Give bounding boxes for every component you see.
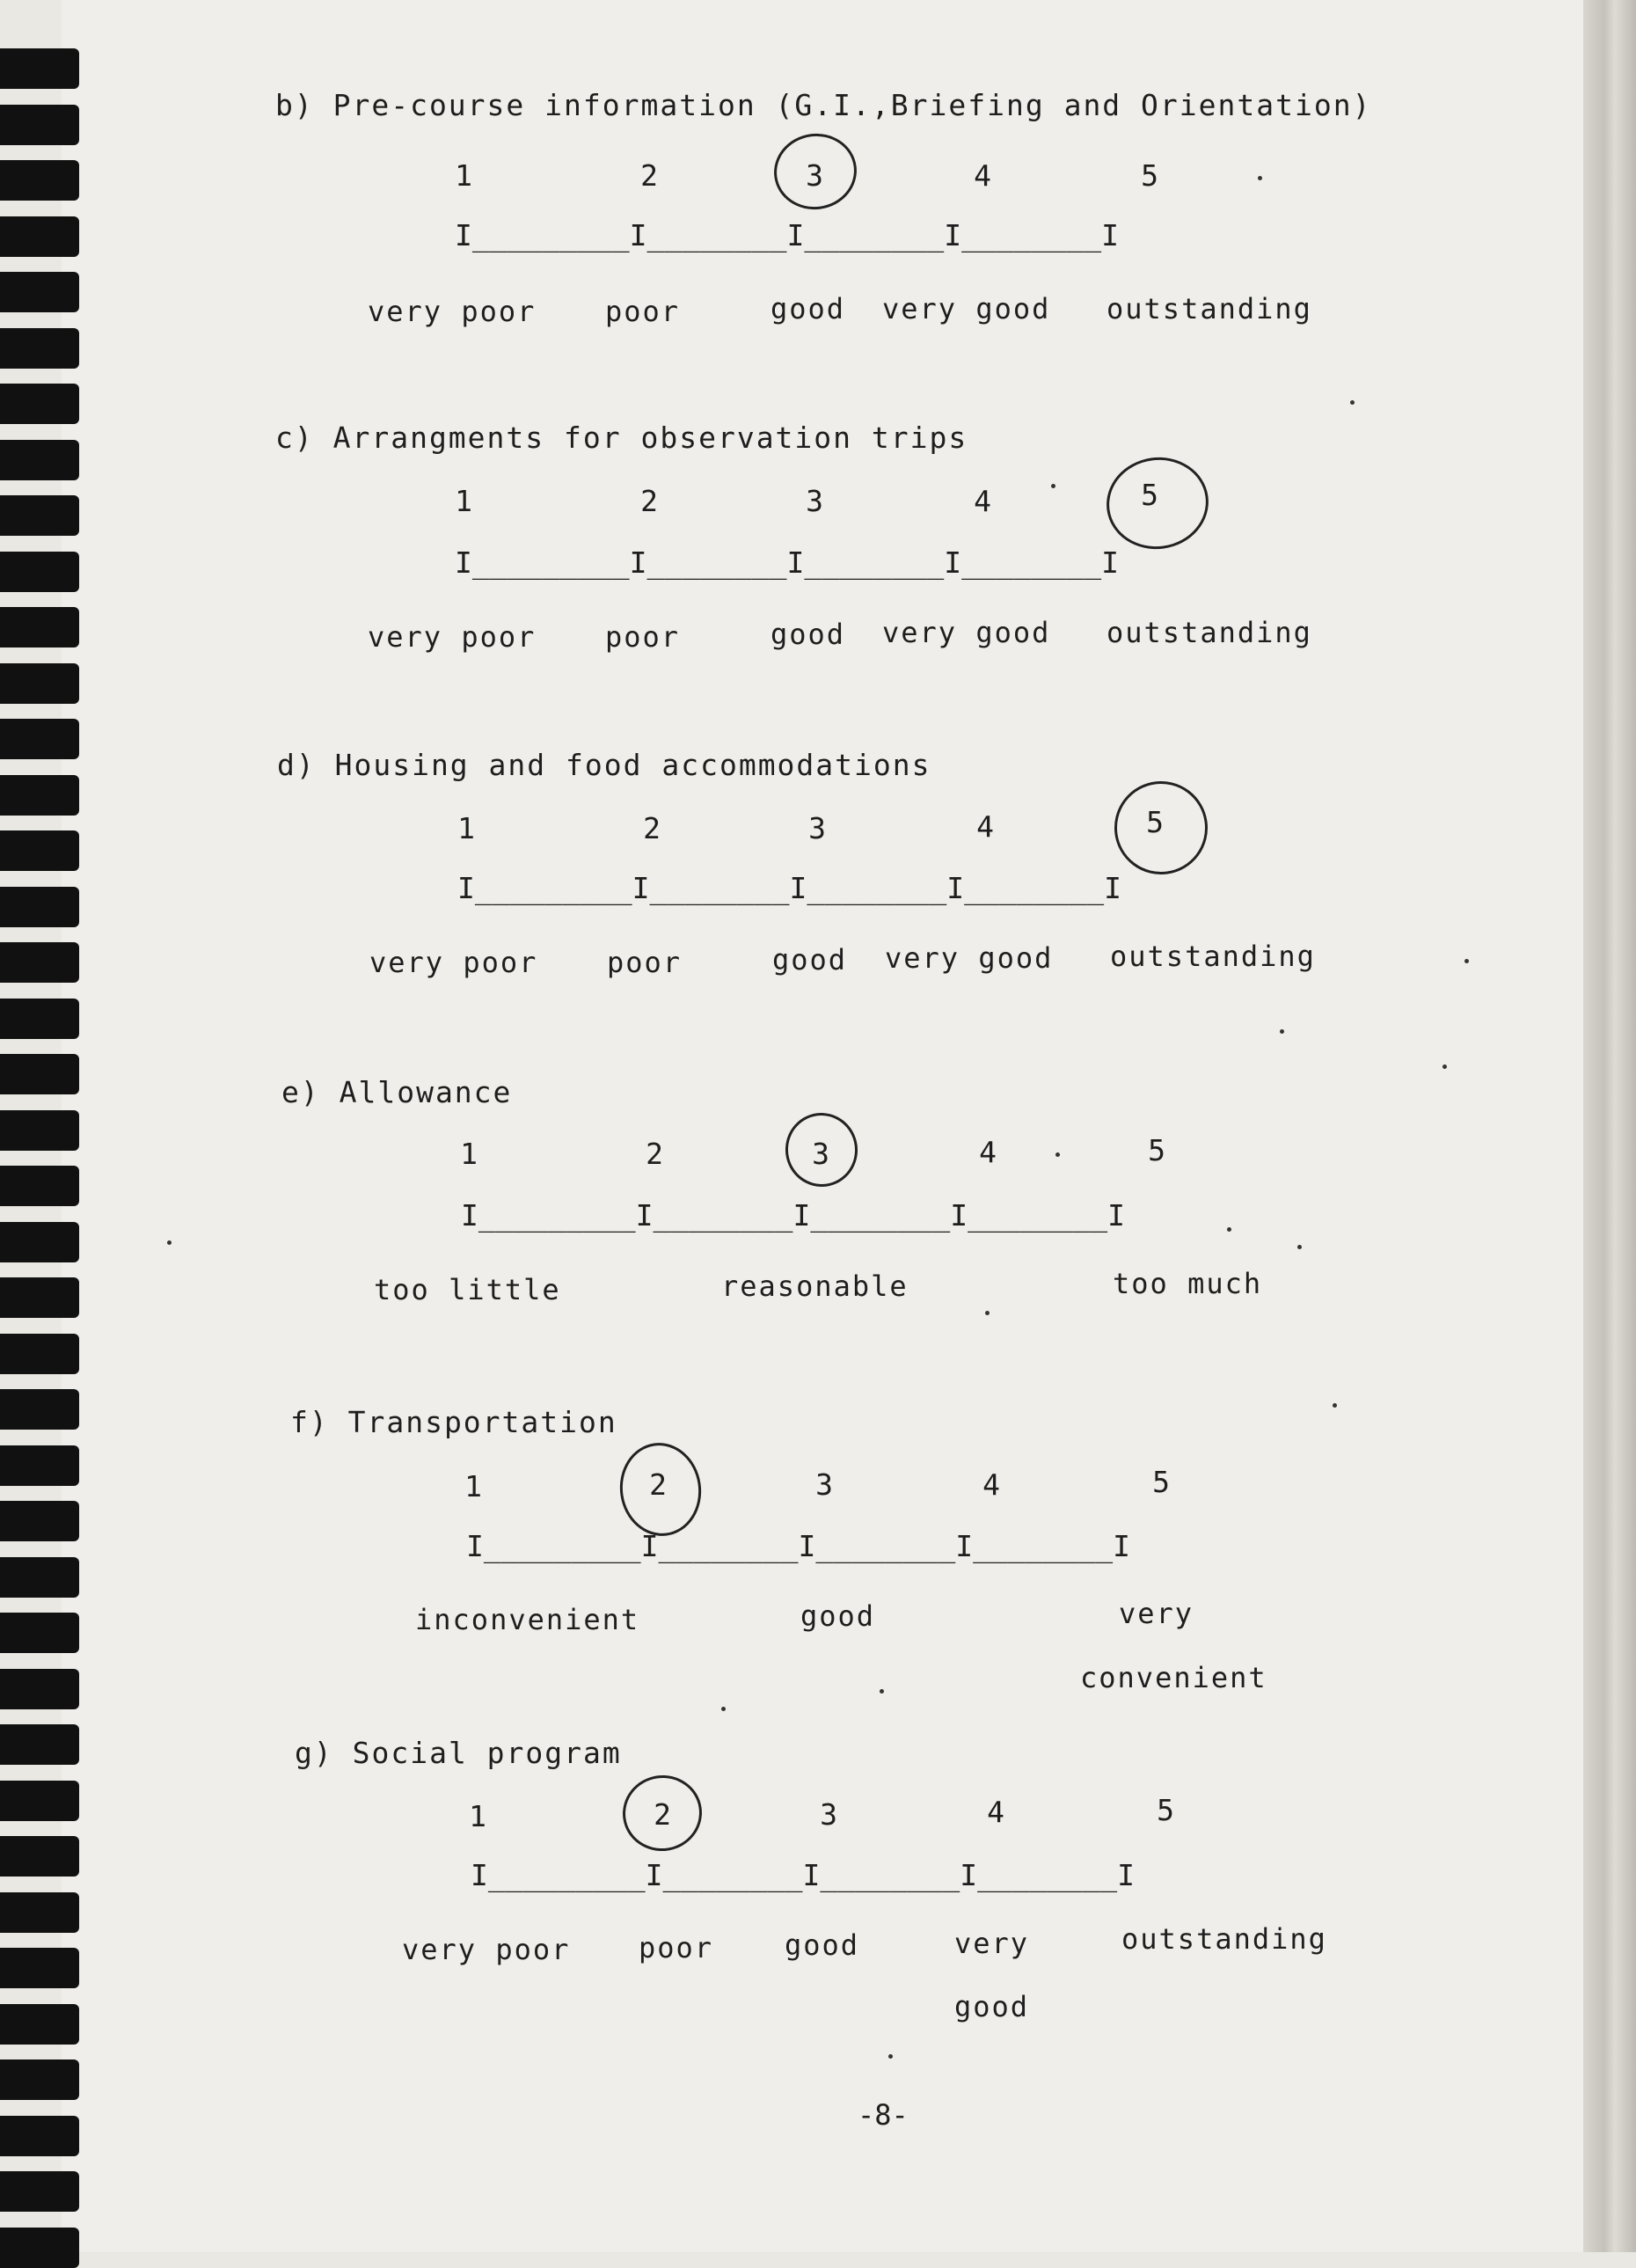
binding-ring: [0, 1110, 79, 1151]
label-poor: poor: [639, 1931, 714, 1964]
speck: [1055, 1152, 1060, 1157]
scale-number-4: 4: [979, 1135, 997, 1169]
label-poor: poor: [605, 620, 681, 654]
binding-ring: [0, 1389, 79, 1430]
speck: [880, 1689, 884, 1694]
binding-ring: [0, 1445, 79, 1486]
scale-number-1: 1: [455, 158, 472, 193]
speck: [1442, 1064, 1447, 1069]
question-title: d) Housing and food accommodations: [277, 748, 931, 782]
binding-ring: [0, 328, 79, 369]
label-outstanding: outstanding: [1106, 292, 1312, 326]
scale-number-3: 3: [806, 484, 823, 518]
label-outstanding: outstanding: [1110, 940, 1316, 973]
binding-ring: [0, 105, 79, 145]
speck: [1297, 1245, 1302, 1249]
binding-ring: [0, 440, 79, 480]
binding-ring: [0, 1724, 79, 1765]
binding-ring: [0, 216, 79, 257]
speck: [1464, 959, 1469, 963]
scale-number-4: 4: [974, 484, 991, 518]
scale-number-1: 1: [469, 1799, 486, 1833]
label-very-poor: very poor: [402, 1933, 571, 1966]
label-too-much: too much: [1113, 1267, 1263, 1300]
rating-scale-line: I_________I________I________I________I: [461, 1198, 1125, 1233]
label-good: good: [800, 1599, 876, 1633]
binding-ring: [0, 1334, 79, 1374]
rating-scale-line: I_________I________I________I________I: [455, 545, 1119, 580]
scale-number-5: 5: [1141, 158, 1158, 193]
scale-number-1: 1: [464, 1469, 482, 1503]
question-title: g) Social program: [295, 1736, 622, 1770]
page-edge: [1583, 0, 1636, 2252]
scale-number-3: 3: [808, 811, 826, 845]
binding-ring: [0, 775, 79, 816]
scale-number-3: 3: [806, 158, 823, 193]
scale-number-5: 5: [1152, 1465, 1170, 1499]
binding-ring: [0, 2116, 79, 2156]
binding-ring: [0, 1892, 79, 1933]
scale-number-4: 4: [987, 1795, 1004, 1829]
question-title: f) Transportation: [290, 1405, 617, 1439]
scale-number-5: 5: [1148, 1133, 1165, 1167]
scale-number-2: 2: [640, 158, 658, 193]
scale-number-2: 2: [649, 1467, 667, 1502]
label-very-good: very good: [885, 941, 1054, 975]
binding-ring: [0, 719, 79, 759]
scale-number-5: 5: [1146, 805, 1164, 839]
scale-number-4: 4: [982, 1467, 1000, 1502]
binding-ring: [0, 1948, 79, 1988]
label-good: good: [771, 292, 846, 326]
binding-ring: [0, 2228, 79, 2268]
binding-ring: [0, 1669, 79, 1709]
binding-ring: [0, 2171, 79, 2212]
label-outstanding: outstanding: [1106, 616, 1312, 649]
label-good: good: [772, 943, 848, 977]
question-title: c) Arrangments for observation trips: [275, 421, 968, 455]
speck: [1051, 484, 1055, 488]
scale-number-3: 3: [812, 1137, 829, 1171]
speck: [985, 1311, 990, 1315]
binding-ring: [0, 1501, 79, 1541]
binding-ring: [0, 160, 79, 201]
speck: [1333, 1403, 1337, 1408]
binding-ring: [0, 1613, 79, 1653]
label-very-good: very good: [882, 616, 1051, 649]
speck: [1258, 176, 1262, 180]
label-very: very: [954, 1927, 1030, 1960]
rating-scale-line: I_________I________I________I________I: [466, 1529, 1130, 1563]
scale-number-5: 5: [1157, 1793, 1174, 1827]
binding-ring: [0, 2004, 79, 2045]
label-good-2: good: [954, 1990, 1030, 2023]
binding-ring: [0, 1222, 79, 1262]
scale-number-2: 2: [643, 811, 661, 845]
label-too-little: too little: [374, 1273, 561, 1306]
binding-ring: [0, 1781, 79, 1821]
speck: [1280, 1029, 1284, 1034]
binding-ring: [0, 552, 79, 592]
label-very-poor: very poor: [368, 295, 537, 328]
speck: [167, 1240, 172, 1245]
speck: [1227, 1227, 1231, 1232]
binding-ring: [0, 1054, 79, 1094]
binding-ring: [0, 384, 79, 424]
binding-ring: [0, 663, 79, 704]
label-very: very: [1119, 1597, 1194, 1630]
scale-number-2: 2: [646, 1137, 663, 1171]
binding-ring: [0, 1166, 79, 1206]
label-reasonable: reasonable: [721, 1269, 909, 1303]
rating-scale-line: I_________I________I________I________I: [455, 218, 1119, 252]
binding-ring: [0, 272, 79, 312]
scale-number-3: 3: [820, 1797, 837, 1832]
binding-ring: [0, 2059, 79, 2100]
scale-number-5: 5: [1141, 478, 1158, 512]
label-inconvenient: inconvenient: [415, 1603, 640, 1636]
label-poor: poor: [607, 946, 683, 979]
label-very-good: very good: [882, 292, 1051, 326]
label-very-poor: very poor: [368, 620, 537, 654]
binding-ring: [0, 830, 79, 871]
binding-ring: [0, 48, 79, 89]
scale-number-1: 1: [460, 1137, 478, 1171]
rating-scale-line: I_________I________I________I________I: [457, 871, 1121, 905]
scale-number-1: 1: [455, 484, 472, 518]
scale-number-2: 2: [640, 484, 658, 518]
label-convenient: convenient: [1080, 1661, 1267, 1694]
binding-ring: [0, 495, 79, 536]
question-title: b) Pre-course information (G.I.,Briefing and Orientation): [275, 88, 1372, 122]
binding-ring: [0, 999, 79, 1039]
rating-scale-line: I_________I________I________I________I: [471, 1858, 1135, 1892]
speck: [888, 2054, 893, 2059]
binding-ring: [0, 1557, 79, 1598]
binding-ring: [0, 887, 79, 927]
binding-ring: [0, 1277, 79, 1318]
spiral-binding: [0, 0, 79, 2252]
binding-ring: [0, 942, 79, 983]
scale-number-4: 4: [976, 809, 994, 844]
label-very-poor: very poor: [369, 946, 538, 979]
label-outstanding: outstanding: [1121, 1922, 1327, 1956]
label-good: good: [771, 618, 846, 651]
binding-ring: [0, 607, 79, 647]
speck: [721, 1707, 726, 1711]
scale-number-1: 1: [457, 811, 475, 845]
page-number: -8-: [858, 2098, 909, 2132]
scale-number-3: 3: [815, 1467, 833, 1502]
scale-number-2: 2: [654, 1797, 671, 1832]
scale-number-4: 4: [974, 158, 991, 193]
question-title: e) Allowance: [281, 1075, 513, 1109]
label-poor: poor: [605, 295, 681, 328]
binding-ring: [0, 1836, 79, 1877]
label-good: good: [785, 1928, 860, 1962]
speck: [1350, 400, 1355, 405]
